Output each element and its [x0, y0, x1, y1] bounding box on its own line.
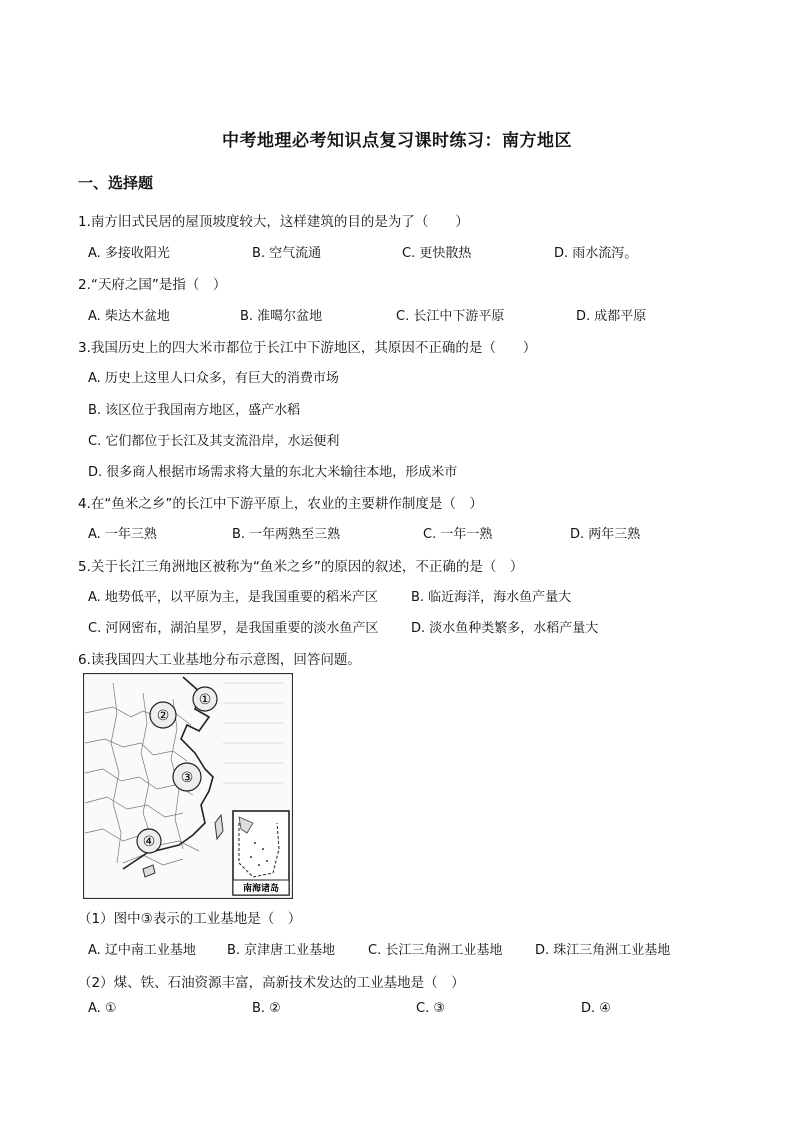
question-6-stem: 6.读我国四大工业基地分布示意图，回答问题。: [78, 652, 361, 668]
q4-option-d[interactable]: D. 两年三熟: [570, 527, 641, 542]
q2-option-c[interactable]: C. 长江中下游平原: [396, 309, 505, 324]
sq1-option-d[interactable]: D. 珠江三角洲工业基地: [535, 943, 671, 958]
q4-option-b[interactable]: B. 一年两熟至三熟: [232, 527, 341, 542]
sq2-option-c[interactable]: C. ③: [416, 1001, 445, 1016]
q5-option-c[interactable]: C. 河网密布，湖泊星罗，是我国重要的淡水鱼产区: [88, 621, 379, 636]
question-5-stem: 5.关于长江三角洲地区被称为“鱼米之乡”的原因的叙述，不正确的是（ ）: [78, 559, 524, 575]
page-title: 中考地理必考知识点复习课时练习：南方地区: [222, 131, 572, 151]
q3-option-c[interactable]: C. 它们都位于长江及其支流沿岸，水运便利: [88, 434, 340, 449]
question-3-stem: 3.我国历史上的四大米市都位于长江中下游地区，其原因不正确的是（ ）: [78, 340, 537, 356]
q4-option-c[interactable]: C. 一年一熟: [423, 527, 493, 542]
svg-text:①: ①: [198, 692, 212, 708]
sq1-option-a[interactable]: A. 辽中南工业基地: [88, 943, 196, 958]
q3-option-d[interactable]: D. 很多商人根据市场需求将大量的东北大米输往本地，形成米市: [88, 465, 458, 480]
subquestion-1-stem: （1）图中③表示的工业基地是（ ）: [78, 911, 302, 927]
q1-option-d[interactable]: D. 雨水流泻。: [554, 246, 638, 261]
q1-option-b[interactable]: B. 空气流通: [252, 246, 322, 261]
sq1-option-b[interactable]: B. 京津唐工业基地: [227, 943, 336, 958]
q2-option-b[interactable]: B. 准噶尔盆地: [240, 309, 323, 324]
svg-text:④: ④: [142, 834, 156, 850]
south-china-sea-inset: [233, 811, 289, 895]
sq2-option-b[interactable]: B. ②: [252, 1001, 281, 1016]
svg-text:②: ②: [156, 708, 170, 724]
q5-option-b[interactable]: B. 临近海洋，海水鱼产量大: [411, 590, 572, 605]
q2-option-a[interactable]: A. 柴达木盆地: [88, 309, 170, 324]
question-4-stem: 4.在“鱼米之乡”的长江中下游平原上，农业的主要耕作制度是（ ）: [78, 496, 483, 512]
marker-2: [150, 702, 176, 728]
q5-option-d[interactable]: D. 淡水鱼种类繁多，水稻产量大: [411, 621, 599, 636]
marker-3: [173, 763, 201, 791]
industrial-base-map: [83, 673, 293, 899]
marker-4: [137, 829, 161, 853]
question-1-stem: 1.南方旧式民居的屋顶坡度较大，这样建筑的目的是为了（ ）: [78, 214, 469, 230]
section-heading: 一、选择题: [78, 174, 154, 192]
subquestion-2-stem: （2）煤、铁、石油资源丰富，高新技术发达的工业基地是（ ）: [78, 975, 465, 991]
inset-label: 南海诸岛: [242, 884, 280, 894]
sq2-option-d[interactable]: D. ④: [581, 1001, 611, 1016]
marker-1: [193, 687, 217, 711]
q3-option-a[interactable]: A. 历史上这里人口众多，有巨大的消费市场: [88, 371, 339, 386]
q5-option-a[interactable]: A. 地势低平，以平原为主，是我国重要的稻米产区: [88, 590, 378, 605]
svg-text:③: ③: [180, 770, 194, 786]
q4-option-a[interactable]: A. 一年三熟: [88, 527, 157, 542]
q1-option-c[interactable]: C. 更快散热: [402, 246, 472, 261]
q3-option-b[interactable]: B. 该区位于我国南方地区，盛产水稻: [88, 403, 301, 418]
sq2-option-a[interactable]: A. ①: [88, 1001, 117, 1016]
q1-option-a[interactable]: A. 多接收阳光: [88, 246, 170, 261]
sq1-option-c[interactable]: C. 长江三角洲工业基地: [368, 943, 503, 958]
question-2-stem: 2.“天府之国”是指（ ）: [78, 277, 227, 293]
q2-option-d[interactable]: D. 成都平原: [576, 309, 647, 324]
